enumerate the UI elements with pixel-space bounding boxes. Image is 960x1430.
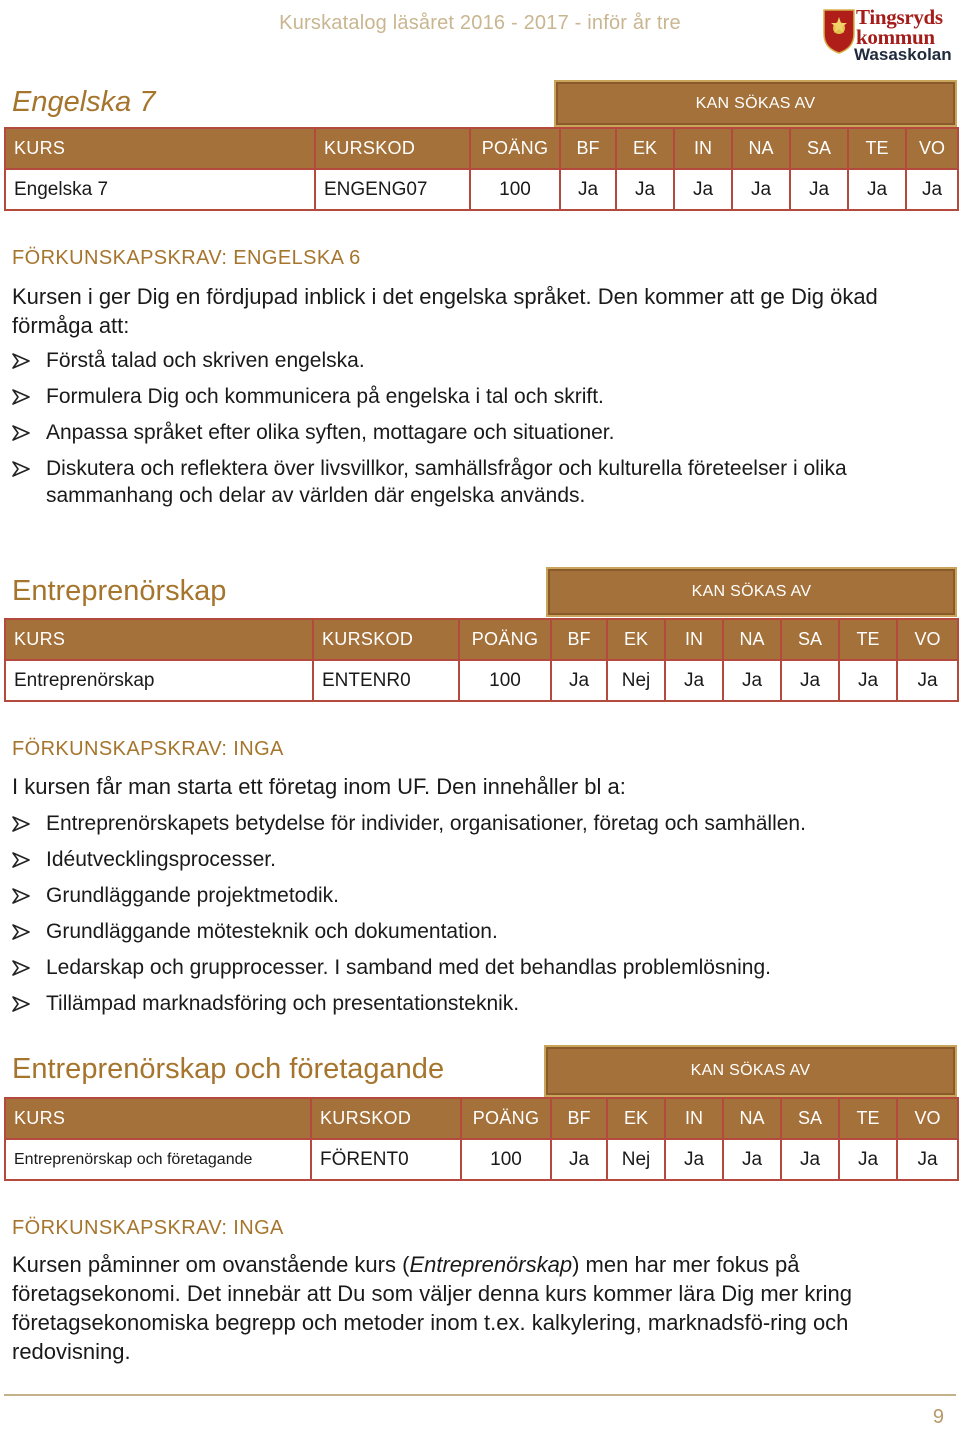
list-item-text: Anpassa språket efter olika syften, mottagare och situationer. (46, 421, 615, 444)
table-header-row (5, 619, 958, 660)
kan-sokas-av-label: KAN SÖKAS AV (695, 94, 816, 112)
col-header-kurskod: KURSKOD (315, 128, 470, 169)
col-header-in: IN (665, 1098, 723, 1139)
col-header-bf: BF (551, 1098, 607, 1139)
cell-te: Ja (839, 660, 897, 701)
col-header-na: NA (723, 1098, 781, 1139)
col-header-kurskod: KURSKOD (311, 1098, 461, 1139)
col-header-poang: POÄNG (461, 1098, 551, 1139)
footer-divider (4, 1394, 956, 1396)
course-title: Entreprenörskap (12, 575, 227, 607)
kan-sokas-av-header (544, 1045, 957, 1097)
list-item-text: Grundläggande mötesteknik och dokumentation. (46, 920, 498, 943)
course-table (4, 618, 959, 702)
course-description: Kursen i ger Dig en fördjupad inblick i det engelska språket. Den kommer att ge Dig ökad förmåga att: (12, 284, 878, 338)
arrow-bullet-icon (12, 461, 30, 477)
list-item (12, 954, 942, 981)
table-row (5, 1139, 958, 1180)
col-header-sa: SA (781, 619, 839, 660)
cell-ek: Nej (607, 660, 665, 701)
coat-of-arms-icon (822, 8, 856, 54)
list-item-text: Entreprenörskapets betydelse för individer, organisationer, företag och samhällen. (46, 812, 806, 835)
cell-kurs: Entreprenörskap (5, 660, 313, 701)
cell-sa: Ja (781, 660, 839, 701)
kan-sokas-av-header (554, 80, 957, 127)
col-header-te: TE (839, 1098, 897, 1139)
cell-poang: 100 (461, 1139, 551, 1180)
list-item (12, 846, 942, 873)
cell-vo: Ja (897, 1139, 958, 1180)
course-goals-list (12, 347, 942, 518)
cell-in: Ja (674, 169, 732, 210)
cell-poang: 100 (459, 660, 551, 701)
arrow-bullet-icon (12, 996, 30, 1012)
arrow-bullet-icon (12, 816, 30, 832)
col-header-bf: BF (551, 619, 607, 660)
cell-vo: Ja (906, 169, 958, 210)
list-item-text: Formulera Dig och kommunicera på engelska i tal och skrift. (46, 385, 604, 408)
list-item (12, 918, 942, 945)
col-header-kurskod: KURSKOD (313, 619, 459, 660)
description-text-end: ) men har mer fokus på företagsekonomi. Det innebär att Du som väljer denna kurs kommer lära Dig mer kring företagsekonomiska begrepp och metoder inom t.ex. kalkylering, marknadsfö-ring och redovisning. (12, 1252, 853, 1364)
page-number: 9 (932, 1406, 944, 1428)
col-header-sa: SA (790, 128, 848, 169)
col-header-in: IN (665, 619, 723, 660)
col-header-ek: EK (616, 128, 674, 169)
col-header-vo: VO (897, 619, 958, 660)
col-header-ek: EK (607, 1098, 665, 1139)
cell-kurskod: FÖRENT0 (311, 1139, 461, 1180)
col-header-te: TE (848, 128, 906, 169)
cell-in: Ja (665, 660, 723, 701)
prerequisite-label: FÖRKUNSKAPSKRAV: INGA (12, 1217, 284, 1239)
arrow-bullet-icon (12, 353, 30, 369)
col-header-vo: VO (906, 128, 958, 169)
course-description (12, 1250, 937, 1366)
cell-kurskod: ENGENG07 (315, 169, 470, 210)
cell-kurs: Engelska 7 (5, 169, 315, 210)
list-item-text: Tillämpad marknadsföring och presentationsteknik. (46, 992, 520, 1015)
col-header-poang: POÄNG (459, 619, 551, 660)
cell-na: Ja (723, 660, 781, 701)
cell-bf: Ja (560, 169, 616, 210)
description-text-start: Kursen påminner om ovanstående kurs ( (12, 1252, 410, 1277)
kan-sokas-av-header (546, 567, 957, 617)
list-item (12, 882, 942, 909)
cell-poang: 100 (470, 169, 560, 210)
col-header-vo: VO (897, 1098, 958, 1139)
cell-ek: Ja (616, 169, 674, 210)
list-item (12, 810, 942, 837)
cell-ek: Nej (607, 1139, 665, 1180)
col-header-bf: BF (560, 128, 616, 169)
cell-sa: Ja (781, 1139, 839, 1180)
municipality-logo (822, 6, 956, 64)
col-header-kurs: KURS (5, 619, 313, 660)
course-description: I kursen får man starta ett företag inom UF. Den innehåller bl a: (12, 774, 626, 799)
logo-line-3: Wasaskolan (854, 45, 952, 64)
catalog-header-title: Kurskatalog läsåret 2016 - 2017 - inför år tre (279, 12, 681, 34)
list-item-text: Diskutera och reflektera över livsvillkor, samhällsfrågor och kulturella företeelser i olika sammanhang och delar av världen där engelska används. (46, 457, 847, 507)
col-header-poang: POÄNG (470, 128, 560, 169)
cell-te: Ja (848, 169, 906, 210)
course-table (4, 1097, 959, 1181)
list-item (12, 419, 942, 446)
arrow-bullet-icon (12, 389, 30, 405)
arrow-bullet-icon (12, 888, 30, 904)
list-item (12, 990, 942, 1017)
list-item-text: Ledarskap och grupprocesser. I samband med det behandlas problemlösning. (46, 956, 771, 979)
course-title: Entreprenörskap och företagande (12, 1053, 445, 1085)
arrow-bullet-icon (12, 425, 30, 441)
kan-sokas-av-label: KAN SÖKAS AV (690, 1062, 811, 1079)
col-header-ek: EK (607, 619, 665, 660)
col-header-in: IN (674, 128, 732, 169)
course-title: Engelska 7 (12, 86, 156, 118)
col-header-sa: SA (781, 1098, 839, 1139)
list-item-text: Idéutvecklingsprocesser. (46, 848, 276, 871)
col-header-na: NA (723, 619, 781, 660)
prerequisite-label: FÖRKUNSKAPSKRAV: INGA (12, 738, 284, 760)
table-row (5, 660, 958, 701)
kan-sokas-av-label: KAN SÖKAS AV (691, 583, 812, 600)
cell-bf: Ja (551, 660, 607, 701)
col-header-kurs: KURS (5, 128, 315, 169)
list-item (12, 383, 942, 410)
logo-line-2: kommun (856, 25, 935, 49)
table-row (5, 169, 958, 210)
cell-bf: Ja (551, 1139, 607, 1180)
cell-sa: Ja (790, 169, 848, 210)
list-item-text: Grundläggande projektmetodik. (46, 884, 340, 907)
course-table (4, 127, 959, 211)
referenced-course-name: Entreprenörskap (409, 1252, 573, 1277)
col-header-kurs: KURS (5, 1098, 311, 1139)
arrow-bullet-icon (12, 924, 30, 940)
col-header-te: TE (839, 619, 897, 660)
list-item (12, 455, 942, 509)
col-header-na: NA (732, 128, 790, 169)
arrow-bullet-icon (12, 852, 30, 868)
logo-line-1: Tingsryds (856, 5, 943, 29)
cell-na: Ja (723, 1139, 781, 1180)
list-item (12, 347, 942, 374)
list-item-text: Förstå talad och skriven engelska. (46, 349, 365, 372)
table-header-row (5, 128, 958, 169)
cell-te: Ja (839, 1139, 897, 1180)
cell-kurskod: ENTENR0 (313, 660, 459, 701)
cell-vo: Ja (897, 660, 958, 701)
course-content-list (12, 810, 942, 1026)
cell-na: Ja (732, 169, 790, 210)
table-header-row (5, 1098, 958, 1139)
prerequisite-label: FÖRKUNSKAPSKRAV: ENGELSKA 6 (12, 247, 361, 269)
cell-kurs: Entreprenörskap och företagande (5, 1139, 311, 1180)
arrow-bullet-icon (12, 960, 30, 976)
cell-in: Ja (665, 1139, 723, 1180)
